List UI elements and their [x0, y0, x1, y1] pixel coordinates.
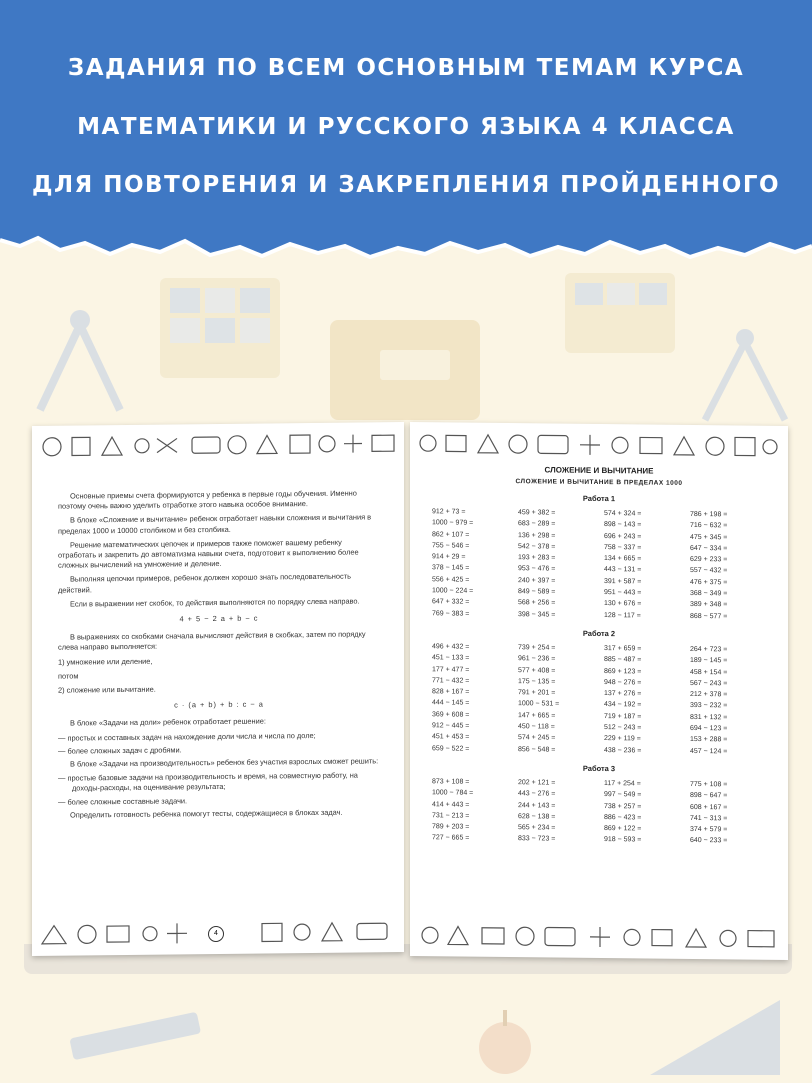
exercise-item: 443 − 276 =	[518, 790, 556, 798]
page-number: 4	[208, 926, 224, 942]
exercise-item: 640 − 233 =	[690, 837, 728, 845]
exercise-item: 457 − 124 =	[690, 747, 728, 755]
exercise-item: 476 + 375 =	[690, 578, 728, 587]
exercise-item: 438 − 236 =	[604, 746, 642, 755]
exercise-item: 557 − 432 =	[690, 567, 728, 575]
work-title: Работа 3	[582, 763, 616, 774]
compass-decoration-icon	[20, 300, 140, 420]
paragraph: В блоке «Задачи на доли» ребенок отработает решение:	[70, 716, 266, 729]
doodle-border-top-icon	[410, 426, 788, 464]
exercise-item: 556 + 425 =	[432, 576, 470, 584]
exercise-item: 951 − 443 =	[604, 589, 642, 597]
exercise-item: 368 − 349 =	[690, 590, 728, 598]
pencil-decoration-icon	[60, 985, 220, 1080]
exercise-item: 229 + 119 =	[604, 735, 641, 743]
exercise-item: 137 + 276 =	[604, 690, 642, 698]
exercise-item: 608 + 167 =	[690, 803, 728, 811]
exercise-grid	[432, 641, 788, 758]
bullet-item: — простые базовые задачи на производительность и время, на совместную работу, на доходы-расходы, на оценивание результата;	[58, 770, 358, 793]
exercise-item: 202 + 121 =	[518, 779, 556, 787]
exercise-item: 886 − 423 =	[604, 813, 642, 822]
exercise-item: 378 − 145 =	[432, 564, 470, 573]
exercise-item: 786 + 198 =	[690, 510, 728, 519]
exercise-item: 898 − 143 =	[604, 521, 642, 529]
exercise-item: 391 + 587 =	[604, 577, 642, 586]
list-item: 1) умножение или деление,	[58, 656, 153, 667]
exercise-item: 369 + 608 =	[432, 711, 470, 719]
exercise-item: 628 − 138 =	[518, 812, 556, 821]
banner-line-1: ЗАДАНИЯ ПО ВСЕМ ОСНОВНЫМ ТЕМАМ КУРСА	[67, 55, 745, 81]
exercise-item: 434 − 192 =	[604, 701, 642, 709]
exercise-item: 961 − 236 =	[518, 655, 556, 663]
exercise-item: 769 − 383 =	[432, 609, 470, 618]
exercise-item: 475 + 345 =	[690, 533, 728, 541]
open-workbook	[24, 424, 792, 981]
exercise-item: 134 + 665 =	[604, 555, 642, 563]
exercise-item: 240 + 397 =	[518, 576, 556, 585]
exercise-item: 398 − 345 =	[518, 610, 556, 619]
exercise-item: 443 − 131 =	[604, 566, 642, 574]
exercise-grid	[432, 506, 788, 623]
exercise-item: 683 − 289 =	[518, 520, 556, 528]
exercise-item: 739 + 254 =	[518, 644, 556, 652]
work-title: Работа 1	[582, 493, 616, 504]
triangle-ruler-decoration-icon	[640, 990, 790, 1080]
exercise-item: 758 − 337 =	[604, 543, 642, 552]
exercise-item: 496 + 432 =	[432, 643, 470, 651]
exercise-item: 953 − 476 =	[518, 565, 556, 574]
exercise-item: 731 − 213 =	[432, 812, 470, 820]
exercise-item: 696 + 243 =	[604, 532, 642, 541]
exercise-item: 389 + 348 =	[690, 601, 728, 609]
paragraph: В блоке «Задачи на производительность» ребенок без участия взрослых сможет решить:	[70, 756, 379, 769]
exercise-item: 741 − 313 =	[690, 814, 728, 823]
exercise-item: 393 − 232 =	[690, 702, 728, 710]
doodle-border-top-icon	[32, 426, 404, 464]
notebook-decoration-icon	[320, 300, 490, 430]
exercise-item: 831 + 132 =	[690, 713, 728, 722]
cube-decoration-icon	[150, 268, 290, 388]
exercise-item: 189 − 145 =	[690, 657, 728, 665]
exercise-item: 565 + 234 =	[518, 824, 556, 832]
exercise-item: 264 + 723 =	[690, 645, 728, 654]
exercise-item: 862 + 107 =	[432, 530, 470, 539]
exercise-item: 444 − 145 =	[432, 699, 470, 708]
compass-decoration-icon-2	[690, 320, 800, 430]
exercise-item: 828 + 167 =	[432, 688, 470, 696]
torn-paper-edge	[0, 210, 812, 280]
doodle-border-bottom-icon	[410, 918, 788, 956]
exercise-item: 193 + 283 =	[518, 554, 556, 562]
exercise-item: 317 + 659 =	[604, 645, 642, 653]
exercise-item: 629 + 233 =	[690, 556, 728, 564]
exercise-item: 833 − 723 =	[518, 835, 556, 843]
paragraph: Решение математических цепочек и примеров также поможет вашему ребенку отработать и закрепить до автоматизма навыки счета, подготовит к выполнению более сложных вычислений на умножение и деление.	[58, 537, 359, 570]
exercise-item: 136 + 298 =	[518, 531, 556, 540]
exercise-item: 771 − 432 =	[432, 677, 470, 685]
exercise-item: 117 + 254 =	[604, 779, 641, 788]
exercise-item: 873 + 108 =	[432, 778, 470, 786]
exercise-item: 647 − 334 =	[690, 544, 728, 553]
left-page	[32, 422, 404, 956]
cube-decoration-icon-2	[560, 268, 680, 358]
exercise-item: 738 + 257 =	[604, 802, 642, 810]
list-item: 2) сложение или вычитание.	[58, 684, 156, 695]
exercise-item: 914 + 29 =	[432, 553, 466, 561]
exercise-item: 789 + 203 =	[432, 823, 470, 831]
bullet-item: — более сложных задач с дробями.	[58, 745, 182, 756]
exercise-item: 755 − 546 =	[432, 542, 470, 550]
exercise-item: 912 + 73 =	[432, 508, 466, 516]
exercise-item: 130 + 676 =	[604, 600, 642, 608]
exercise-grid	[432, 776, 788, 848]
exercise-item: 153 + 288 =	[690, 736, 728, 744]
exercise-item: 568 + 256 =	[518, 599, 556, 607]
exercise-item: 175 − 135 =	[518, 678, 556, 686]
exercise-item: 1000 − 224 =	[432, 587, 474, 595]
paragraph: Определить готовность ребенка помогут тесты, содержащиеся в блоках задач.	[70, 807, 343, 820]
exercise-item: 716 − 632 =	[690, 522, 728, 530]
exercise-item: 374 + 579 =	[690, 826, 728, 834]
exercise-item: 948 − 276 =	[604, 678, 642, 687]
exercise-item: 450 − 118 =	[518, 723, 555, 731]
exercise-item: 694 − 123 =	[690, 724, 728, 733]
paragraph: Выполняя цепочки примеров, ребенок должен хорошо знать последовательность действий.	[58, 572, 351, 595]
right-page	[410, 422, 788, 960]
exercise-item: 147 + 665 =	[518, 711, 556, 720]
exercise-item: 451 − 133 =	[432, 654, 470, 662]
exercise-item: 451 + 453 =	[432, 733, 470, 741]
exercise-item: 1000 − 784 =	[432, 789, 474, 797]
exercise-item: 574 + 324 =	[604, 510, 642, 518]
exercise-item: 647 + 332 =	[432, 598, 470, 607]
expression-example: 4 + 5 − 2 a + b − c	[179, 613, 259, 624]
exercise-item: 1000 − 979 =	[432, 519, 474, 527]
exercise-item: 869 + 122 =	[604, 825, 642, 833]
exercise-item: 912 − 445 =	[432, 722, 470, 730]
section-subtitle: СЛОЖЕНИЕ И ВЫЧИТАНИЕ В ПРЕДЕЛАХ 1000	[515, 478, 683, 487]
exercise-item: 212 + 378 =	[690, 691, 728, 699]
exercise-item: 856 − 548 =	[518, 745, 556, 754]
exercise-item: 918 − 593 =	[604, 836, 642, 844]
exercise-item: 898 − 647 =	[690, 792, 728, 800]
banner-line-2: МАТЕМАТИКИ И РУССКОГО ЯЗЫКА 4 КЛАССА	[77, 114, 735, 140]
exercise-item: 791 + 201 =	[518, 689, 556, 697]
exercise-item: 997 − 549 =	[604, 791, 642, 799]
work-title: Работа 2	[582, 628, 616, 639]
exercise-item: 459 + 382 =	[518, 509, 556, 517]
exercise-item: 567 − 243 =	[690, 679, 728, 688]
exercise-item: 775 + 108 =	[690, 780, 728, 789]
bullet-item: — более сложные составные задачи.	[58, 795, 188, 807]
exercise-item: 512 − 243 =	[604, 724, 642, 732]
paragraph: Основные приемы счета формируются у ребенка в первые годы обучения. Именно поэтому очень важно уделить отработке этого навыка особое внимание.	[58, 488, 357, 511]
exercise-item: 719 + 187 =	[604, 712, 642, 721]
exercise-item: 727 − 665 =	[432, 834, 470, 843]
exercise-item: 542 − 378 =	[518, 543, 556, 551]
list-item: потом	[58, 671, 79, 681]
section-title: СЛОЖЕНИЕ И ВЫЧИТАНИЕ	[544, 465, 654, 476]
bullet-item: — простых и составных задач на нахождение доли числа и числа по доле;	[58, 730, 316, 743]
exercise-item: 659 − 522 =	[432, 744, 470, 753]
paragraph: Если в выражении нет скобок, то действия выполняются по порядку слева направо.	[70, 596, 360, 609]
paragraph: В выражениях со скобками сначала вычисляют действия в скобках, затем по порядку слева направо выполняется:	[58, 629, 366, 653]
exercise-item: 1000 − 531 =	[518, 700, 560, 709]
exercise-item: 868 − 577 =	[690, 612, 728, 621]
paragraph: В блоке «Сложение и вычитание» ребенок отработает навыки сложения и вычитания в пределах 1000 и 10000 столбиком и без столбика.	[58, 512, 372, 536]
expression-example: c · (a + b) + b : c − a	[174, 699, 264, 710]
exercise-item: 128 − 117 =	[604, 611, 641, 620]
exercise-item: 414 + 443 =	[432, 800, 470, 809]
banner-line-3: ДЛЯ ПОВТОРЕНИЯ И ЗАКРЕПЛЕНИЯ ПРОЙДЕННОГО	[31, 172, 781, 198]
exercise-item: 849 − 589 =	[518, 588, 556, 596]
exercise-item: 177 + 477 =	[432, 665, 470, 674]
exercise-item: 885 − 487 =	[604, 656, 642, 664]
exercise-item: 244 + 143 =	[518, 801, 556, 810]
left-page-text	[58, 488, 380, 824]
exercise-item: 577 + 408 =	[518, 666, 556, 675]
exercise-item: 574 + 245 =	[518, 734, 556, 742]
exercise-item: 869 + 123 =	[604, 667, 642, 676]
exercise-item: 458 + 154 =	[690, 668, 728, 676]
right-page-content	[410, 460, 788, 848]
apple-decoration-icon	[470, 1000, 540, 1080]
